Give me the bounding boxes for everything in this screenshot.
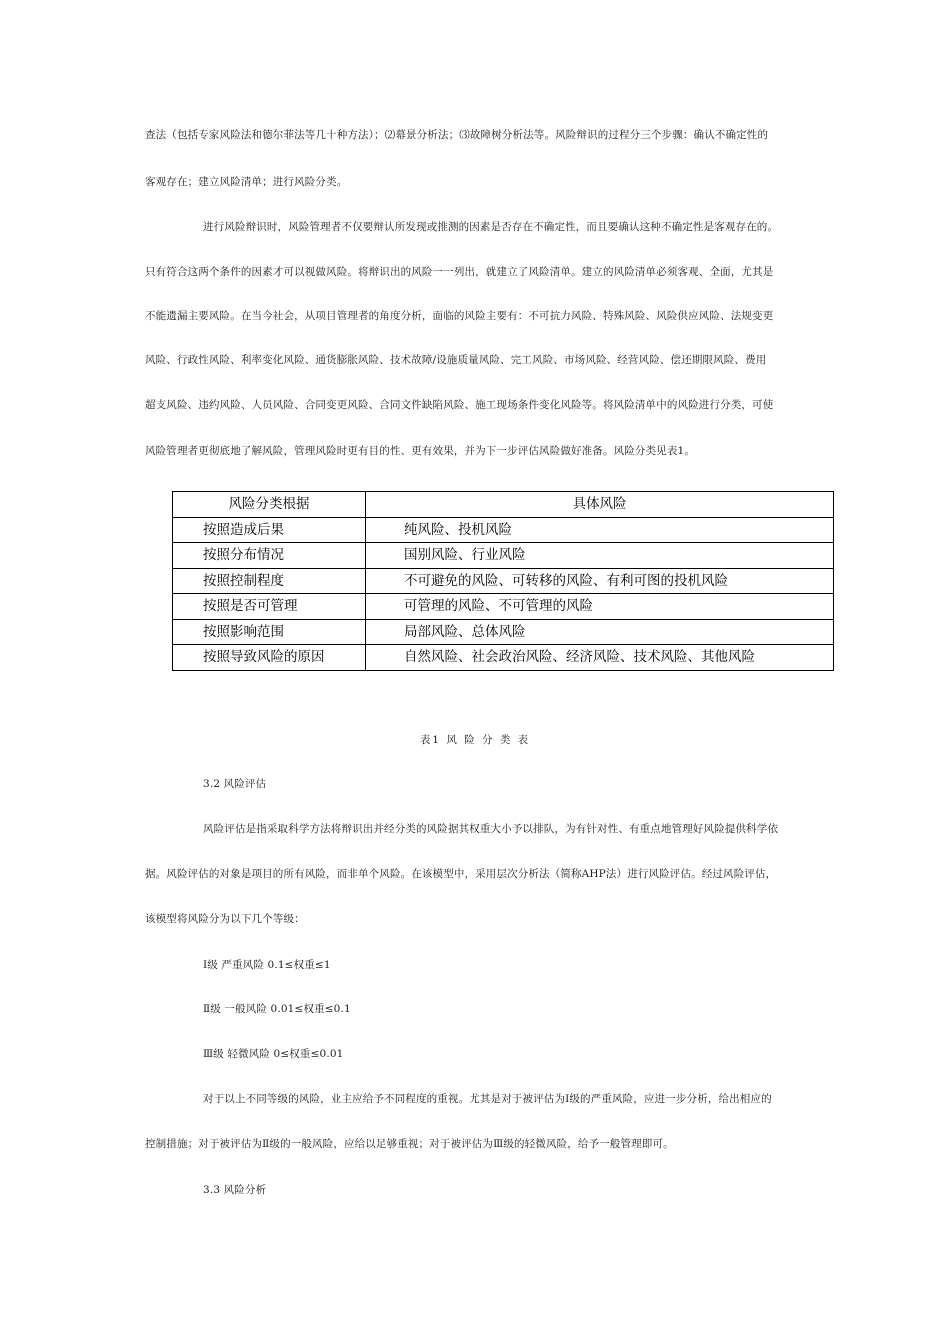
paragraph-line: 进行风险辩识时，风险管理者不仅要辩认所发现或推测的因素是否存在不确定性，而且要确认这种不确定性是客观存在的。	[203, 221, 779, 233]
paragraph-line: 风险评估是指采取科学方法将辩识出并经分类的风险据其权重大小予以排队，为有针对性、有重点地管理好风险提供科学依	[203, 823, 779, 835]
table-cell: 局部风险、总体风险	[366, 619, 834, 645]
table-cell: 自然风险、社会政治风险、经济风险、技术风险、其他风险	[366, 645, 834, 671]
table-cell: 按照造成后果	[173, 517, 366, 543]
table-row	[173, 645, 834, 671]
paragraph-line: 超支风险、违约风险、人员风险、合同变更风险、合同文件缺陷风险、施工现场条件变化风险等。将风险清单中的风险进行分类，可使	[145, 399, 774, 411]
table-cell: 按照是否可管理	[173, 594, 366, 620]
table-header-cell: 风险分类根据	[173, 492, 366, 518]
paragraph-line: 风险、行政性风险、利率变化风险、通货膨胀风险、技术故障/设施质量风险、完工风险、市场风险、经营风险、偿还期限风险、费用	[145, 354, 767, 366]
paragraph-line: 控制措施；对于被评估为Ⅱ级的一般风险，应给以足够重视；对于被评估为Ⅲ级的轻微风险，给予一般管理即可。	[145, 1138, 674, 1150]
risk-classification-table	[172, 491, 834, 671]
table-row	[173, 594, 834, 620]
table-row	[173, 619, 834, 645]
paragraph-line: 对于以上不同等级的风险，业主应给予不同程度的重视。尤其是对于被评估为Ⅰ级的严重风险，应进一步分析，给出相应的	[203, 1093, 772, 1105]
table-cell: 可管理的风险、不可管理的风险	[366, 594, 834, 620]
table-cell: 按照分布情况	[173, 543, 366, 569]
risk-level-line: Ⅱ级 一般风险 0.01≤权重≤0.1	[203, 1003, 351, 1015]
table-row	[173, 543, 834, 569]
paragraph-line: 风险管理者更彻底地了解风险，管理风险时更有目的性、更有效果，并为下一步评估风险做好准备。风险分类见表1。	[145, 445, 695, 457]
table-header-cell: 具体风险	[366, 492, 834, 518]
table-cell: 纯风险、投机风险	[366, 517, 834, 543]
table-cell: 按照影响范围	[173, 619, 366, 645]
paragraph-line: 查法（包括专家风险法和德尔菲法等几十种方法）；⑵幕景分析法；⑶故障树分析法等。风险辩识的过程分三个步骤：确认不确定性的	[145, 129, 769, 141]
table-cell: 按照导致风险的原因	[173, 645, 366, 671]
table-caption: 表1 风 险 分 类 表	[419, 734, 531, 746]
table-row	[173, 517, 834, 543]
table-cell: 按照控制程度	[173, 568, 366, 594]
risk-level-line: Ⅲ级 轻微风险 0≤权重≤0.01	[203, 1048, 344, 1060]
paragraph-line: 只有符合这两个条件的因素才可以视做风险。将辩识出的风险一一列出，就建立了风险清单。建立的风险清单必须客观、全面，尤其是	[145, 266, 774, 278]
paragraph-line: 据。风险评估的对象是项目的所有风险，而非单个风险。在该模型中，采用层次分析法（简称AHP法）进行风险评估。经过风险评估，	[145, 868, 777, 880]
table-header-row	[173, 492, 834, 518]
paragraph-line: 客观存在；建立风险清单；进行风险分类。	[145, 176, 348, 188]
section-heading: 3.3 风险分析	[203, 1184, 267, 1196]
table-cell: 不可避免的风险、可转移的风险、有利可图的投机风险	[366, 568, 834, 594]
risk-level-line: Ⅰ级 严重风险 0.1≤权重≤1	[203, 959, 331, 971]
paragraph-line: 该模型将风险分为以下几个等级：	[145, 913, 305, 925]
table-row	[173, 568, 834, 594]
table-cell: 国别风险、行业风险	[366, 543, 834, 569]
section-heading: 3.2 风险评估	[203, 778, 267, 790]
paragraph-line: 不能遗漏主要风险。在当今社会，从项目管理者的角度分析，面临的风险主要有：不可抗力风险、特殊风险、风险供应风险、法规变更	[145, 310, 774, 322]
